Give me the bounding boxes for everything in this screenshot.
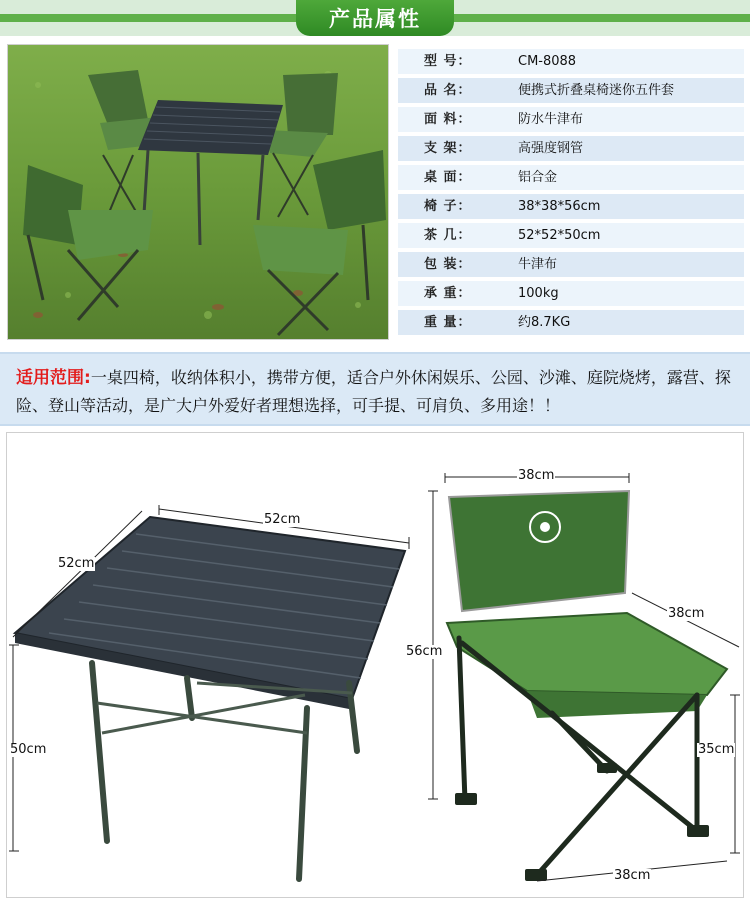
- chair-width-label: 38cm: [518, 468, 555, 483]
- seat-height-label: 35cm: [698, 742, 735, 757]
- banner-tab: [296, 0, 454, 36]
- spec-label: 承 重：: [424, 286, 472, 301]
- spec-value: 高强度钢管: [518, 141, 584, 156]
- spec-row: [398, 77, 744, 103]
- spec-label: 重 量：: [424, 315, 472, 330]
- spec-label: 型 号：: [424, 54, 472, 69]
- table-height-label: 50cm: [10, 742, 47, 757]
- table-width-label: 52cm: [264, 512, 301, 527]
- spec-label: 包 装：: [424, 257, 472, 272]
- spec-row: [398, 309, 744, 335]
- spec-value: 52*52*50cm: [518, 228, 601, 243]
- spec-value: 约8.7KG: [518, 315, 571, 330]
- spec-label: 桌 面：: [424, 170, 472, 185]
- dimension-diagram: [6, 432, 744, 898]
- chair-illustration: [447, 491, 727, 881]
- page-title: 产品属性: [329, 7, 421, 31]
- spec-row: [398, 222, 744, 248]
- spec-value: 牛津布: [518, 257, 558, 272]
- usage-text: 一桌四椅，收纳体积小，携带方便，适合户外休闲娱乐、公园、沙滩、庭院烧烤，露营、探险、登山等活动，是广大户外爱好者理想选择，可手提、可肩负、多用途！！: [16, 368, 731, 415]
- spec-row: [398, 164, 744, 190]
- table-depth-label: 52cm: [58, 556, 95, 571]
- spec-value: CM-8088: [518, 54, 577, 69]
- spec-value: 铝合金: [518, 170, 558, 185]
- spec-table: [398, 48, 744, 338]
- spec-row: [398, 280, 744, 306]
- spec-label: 支 架：: [424, 141, 472, 156]
- spec-row: [398, 106, 744, 132]
- spec-row: [398, 193, 744, 219]
- spec-value: 100kg: [518, 286, 559, 301]
- spec-row: [398, 251, 744, 277]
- spec-row: [398, 48, 744, 74]
- usage-band: [0, 352, 750, 426]
- spec-value: 38*38*56cm: [518, 199, 601, 214]
- chair-base-label: 38cm: [614, 868, 651, 883]
- spec-label: 茶 几：: [424, 228, 472, 243]
- spec-label: 面 料：: [424, 112, 472, 127]
- spec-row: [398, 135, 744, 161]
- usage-paragraph: [16, 364, 740, 419]
- product-photo: [7, 44, 389, 340]
- spec-value: 便携式折叠桌椅迷你五件套: [518, 83, 675, 98]
- spec-label: 品 名：: [424, 83, 472, 98]
- chair-height-label: 56cm: [406, 644, 443, 659]
- spec-label: 椅 子：: [424, 199, 472, 214]
- outdoor-scene-illustration: [8, 45, 389, 340]
- chair-depth-label: 38cm: [668, 606, 705, 621]
- spec-value: 防水牛津布: [518, 112, 584, 127]
- usage-label: 适用范围:: [16, 368, 91, 388]
- dimension-drawing: [7, 433, 745, 899]
- table-illustration: [15, 517, 405, 879]
- header-banner: [0, 0, 750, 36]
